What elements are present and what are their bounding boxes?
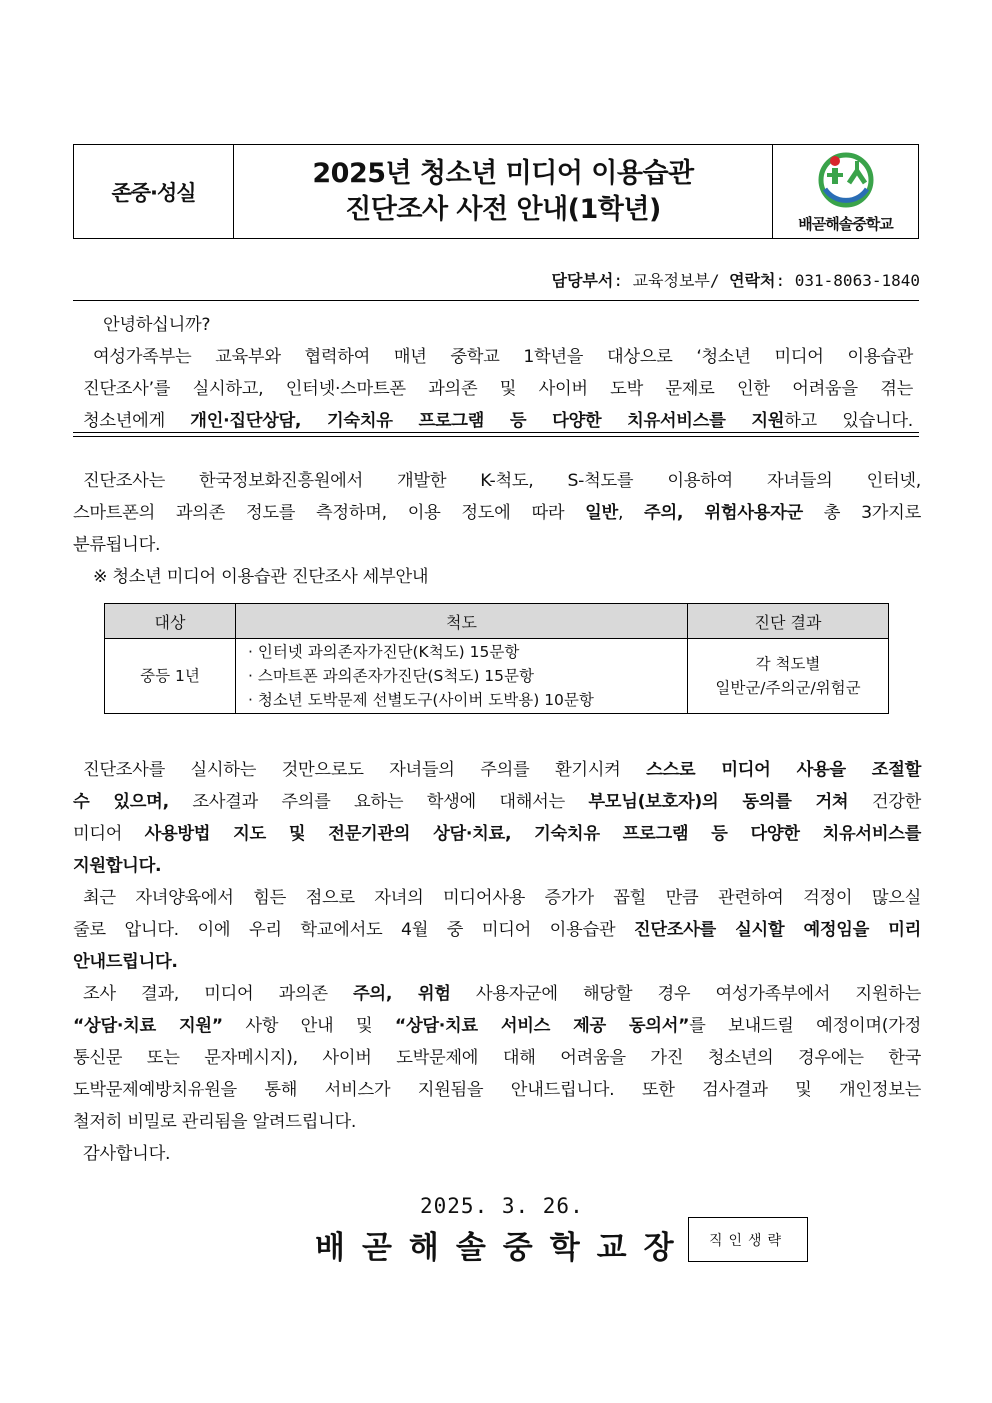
cell-scales: [236, 639, 688, 714]
table-header-row: [105, 604, 889, 639]
body-emphasis: 스스로 미디어 사용을 조절할: [646, 760, 921, 780]
body-text: 조사 결과, 미디어 과의존: [83, 984, 354, 1004]
body-emphasis: “상담·치료 지원”: [73, 1016, 223, 1036]
level-risk: 위험사용자군: [704, 503, 803, 523]
body-line: [73, 850, 921, 882]
body-text: 미디어: [73, 824, 145, 844]
body-emphasis: “상담·치료 서비스 제공 동의서”: [394, 1016, 690, 1036]
intro-line: 진단조사’를 실시하고, 인터넷·스마트폰 과의존 및 사이버 도박 문제로 인한 어려움을 겪는: [83, 379, 913, 399]
body-emphasis: 안내드립니다.: [73, 952, 178, 972]
scale-item: · 스마트폰 과의존자가진단(S척도) 15문항: [248, 667, 534, 685]
body-line: [73, 786, 921, 818]
page-title: [234, 145, 773, 238]
body-line: [73, 914, 921, 946]
body-text: 사항 안내 및: [222, 1016, 395, 1036]
body-text: 조사결과 주의를 요하는 학생에 대해서는: [168, 792, 589, 812]
body-line: [73, 1010, 921, 1042]
title-line-1: 2025년 청소년 미디어 이용습관: [312, 157, 694, 189]
body-text: 줄로 압니다. 이에 우리 학교에서도 4월 중 미디어 이용습관: [73, 920, 634, 940]
body-line: [73, 754, 921, 786]
survey-detail-table: [104, 603, 889, 714]
school-emblem-icon: [811, 149, 881, 211]
body-line: 통신문 또는 문자메시지), 사이버 도박문제에 대해 어려움을 가진 청소년의 경우에는 한국: [73, 1048, 921, 1068]
body-line: 철저히 비밀로 관리됨을 알려드립니다.: [73, 1112, 357, 1132]
survey-text: 스마트폰의 과의존 정도를 측정하며, 이용 정도에 따라: [73, 503, 586, 523]
body-emphasis: 주의, 위험: [353, 984, 451, 1004]
table-row: [105, 639, 889, 714]
body-line: [73, 978, 921, 1010]
result-line: 일반군/주의군/위험군: [715, 679, 861, 697]
body-text: 를 보내드릴 예정이며(가정: [689, 1016, 921, 1036]
survey-text: ,: [676, 503, 705, 523]
thanks: 감사합니다.: [83, 1144, 171, 1164]
divider-double-2: [73, 436, 919, 437]
cell-result: [688, 639, 889, 714]
intro-text: 하고 있습니다.: [784, 411, 913, 431]
dept-label: 담당부서: [551, 271, 614, 290]
intro-emphasis: 개인·집단상담, 기숙치유 프로그램 등 다양한 치유서비스를 지원: [190, 411, 785, 431]
intro-paragraph: [83, 309, 913, 437]
school-logo-name: 배곧해솔중학교: [798, 215, 893, 233]
body-emphasis: 지원합니다.: [73, 856, 162, 876]
survey-line: 진단조사는 한국정보화진흥원에서 개발한 K-척도, S-척도를 이용하여 자녀들의 인터넷,: [83, 471, 921, 491]
survey-text: ,: [617, 503, 645, 523]
greeting: 안녕하십니까?: [103, 315, 211, 335]
phone-label: 연락처: [729, 271, 776, 290]
survey-text: 총 3가지로: [802, 503, 921, 523]
survey-line: 분류됩니다.: [73, 535, 161, 555]
body-text: 진단조사를 실시하는 것만으로도 자녀들의 주의를 환기시켜: [83, 760, 647, 780]
body-text: 건강한: [848, 792, 922, 812]
intro-line: 여성가족부는 교육부와 협력하여 매년 중학교 1학년을 대상으로 ‘청소년 미디어 이용습관: [93, 347, 913, 367]
contact-info: [551, 268, 920, 291]
title-line-2: 진단조사 사전 안내(1학년): [345, 193, 661, 225]
header-result: 진단 결과: [688, 604, 889, 639]
divider-top: [73, 300, 919, 301]
header-box: [73, 144, 919, 239]
school-logo: [773, 145, 918, 238]
cell-target: 중등 1년: [105, 639, 236, 714]
divider-double-1: [73, 432, 919, 433]
body-emphasis: 사용방법 지도 및 전문기관의 상담·치료, 기숙치유 프로그램 등 다양한 치유서비스를: [144, 824, 921, 844]
body-line: 도박문제예방치유원을 통해 서비스가 지원됨을 안내드립니다. 또한 검사결과 및 개인정보는: [73, 1080, 921, 1100]
body-emphasis: 수 있으며,: [73, 792, 169, 812]
result-line: 각 척도별: [755, 655, 821, 673]
table-note: ※ 청소년 미디어 이용습관 진단조사 세부안내: [93, 567, 429, 587]
principal-title: 배곧해솔중학교장: [315, 1230, 691, 1266]
dept-value: : 교육정보부/: [613, 271, 730, 290]
body-line: [73, 946, 921, 978]
school-motto: 존중·성실: [74, 145, 234, 238]
survey-line: [73, 497, 921, 529]
body-line: 최근 자녀양육에서 힘든 점으로 자녀의 미디어사용 증가가 꼽힐 만큼 관련하여 걱정이 많으실: [83, 888, 921, 908]
scale-item: · 청소년 도박문제 선별도구(사이버 도박용) 10문항: [248, 691, 594, 709]
level-caution: 주의: [644, 503, 677, 523]
seal-omitted-box: 직인생략: [688, 1217, 808, 1262]
document-date: 2025. 3. 26.: [420, 1194, 584, 1218]
body-emphasis: 진단조사를 실시할 예정임을 미리: [633, 920, 921, 940]
phone-value: : 031-8063-1840: [775, 271, 920, 290]
header-scale: 척도: [236, 604, 688, 639]
scale-item: · 인터넷 과의존자가진단(K척도) 15문항: [248, 643, 520, 661]
body-emphasis: 부모님(보호자)의 동의를 거쳐: [588, 792, 849, 812]
survey-paragraph: [73, 465, 921, 593]
intro-text: 청소년에게: [83, 411, 191, 431]
body-paragraph-1: [73, 754, 921, 1170]
body-line: [73, 818, 921, 850]
level-normal: 일반: [585, 503, 618, 523]
body-text: 사용자군에 해당할 경우 여성가족부에서 지원하는: [450, 984, 922, 1004]
header-target: 대상: [105, 604, 236, 639]
